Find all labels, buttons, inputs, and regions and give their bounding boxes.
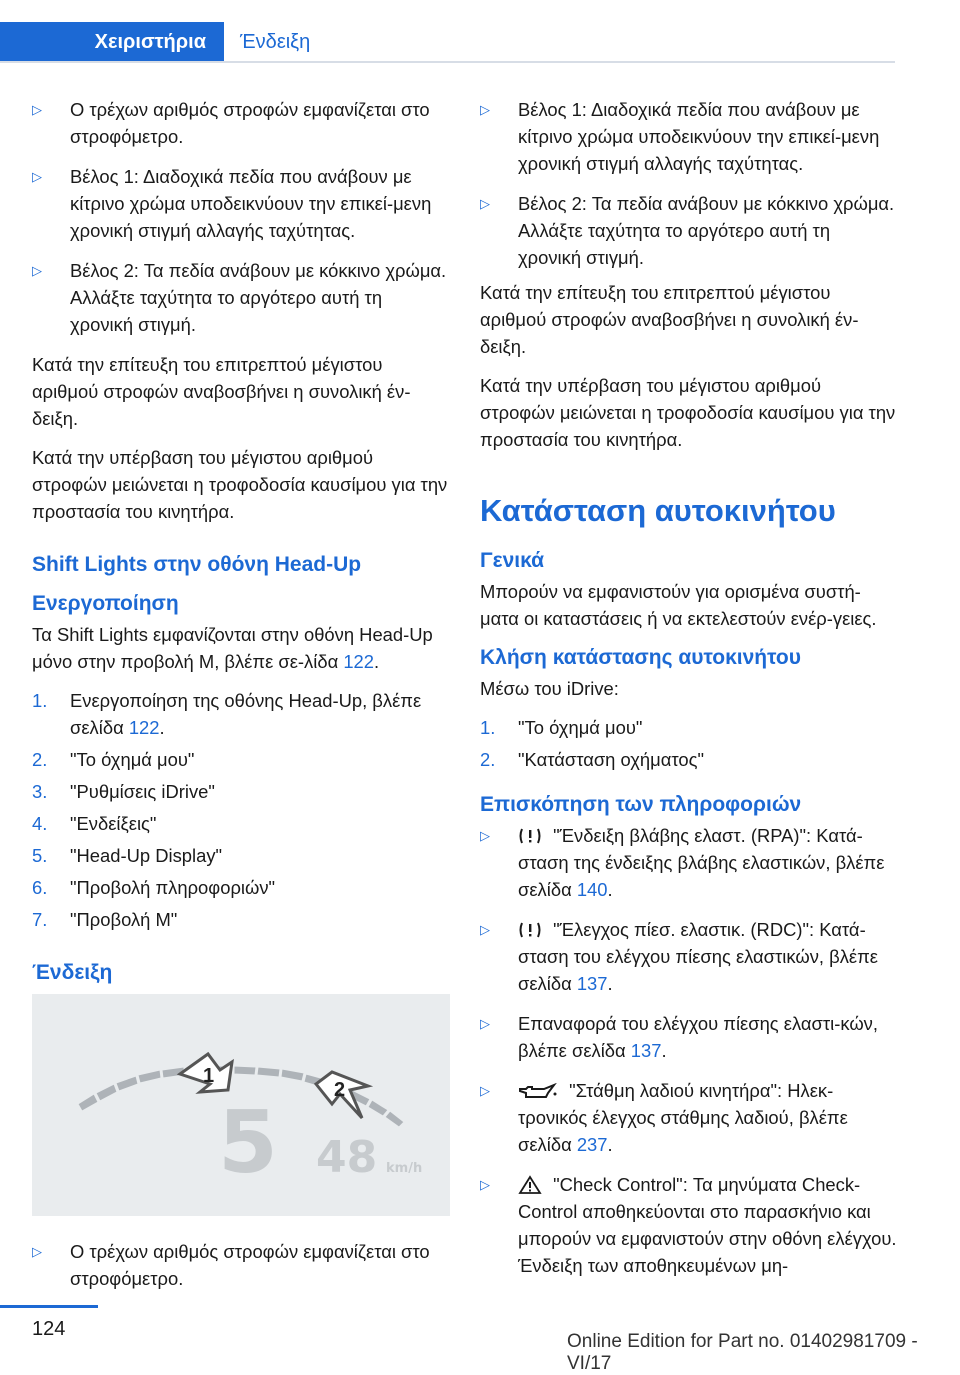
bullet-arrow-icon: ▷: [32, 102, 42, 117]
bullet-item: ▷ Βέλος 2: Τα πεδία ανάβουν με κόκκινο χρώμα. Αλλάξτε ταχύτητα το αργότερο αυτή τη χρονική στιγμή.: [32, 257, 450, 338]
header-divider: [0, 61, 895, 63]
header-tab-display[interactable]: Ένδειξη: [224, 22, 895, 62]
bullet-item: ▷ Επαναφορά του ελέγχου πίεσης ελαστι‐κών, βλέπε σελίδα 137.: [480, 1010, 898, 1064]
numbered-list: [32, 687, 450, 933]
bullet-arrow-icon: ▷: [480, 196, 490, 211]
section-heading-shift-lights: Shift Lights στην οθόνη Head-Up: [32, 553, 362, 576]
numbered-list: [480, 714, 898, 773]
shift-lights-figure: [32, 994, 450, 1216]
list-item: 6. "Προβολή πληροφοριών": [32, 877, 276, 898]
page-number: 124: [32, 1318, 66, 1340]
bullet-arrow-icon: ▷: [32, 169, 42, 184]
bullet-item: ▷ "Check Control": Τα μηνύματα Check-Control αποθηκεύονται στο παρασκήνιο και μπορούν να εμφανιστούν στην οθόνη ελέγχου. Ένδειξη των αποθηκευμένων μη‐: [480, 1171, 898, 1279]
bullet-item: ▷ "Στάθμη λαδιού κινητήρα": Ηλεκ‐τρονικός έλεγχος στάθμης λαδιού, βλέπε σελίδα 237.: [480, 1077, 898, 1158]
bullet-item: ▷ Βέλος 1: Διαδοχικά πεδία που ανάβουν με κίτρινο χρώμα υποδεικνύουν την επικεί‐μενη χρονική στιγμή αλλαγής ταχύτητας.: [480, 96, 898, 177]
list-item: 1. Ενεργοποίηση της οθόνης Head-Up, βλέπε σελίδα 122.: [32, 690, 422, 738]
left-column: [32, 96, 450, 1305]
bullet-arrow-icon: ▷: [480, 1016, 490, 1031]
list-item: 2. "Κατάσταση οχήματος": [480, 749, 704, 770]
oil-can-icon: [518, 1083, 558, 1101]
bullet-arrow-icon: ▷: [480, 1177, 490, 1192]
right-column: [480, 96, 898, 1292]
list-item: 1. "Το όχημά μου": [480, 717, 643, 738]
bullet-arrow-icon: ▷: [480, 922, 490, 937]
svg-text:1: 1: [203, 1065, 215, 1087]
page-link[interactable]: 122: [343, 651, 374, 672]
bullet-item: ▷ Βέλος 1: Διαδοχικά πεδία που ανάβουν με κίτρινο χρώμα υποδεικνύουν την επικεί‐μενη χρονική στιγμή αλλαγής ταχύτητας.: [32, 163, 450, 244]
section-heading-vehicle-status: Κατάσταση αυτοκινήτου: [480, 493, 836, 528]
paragraph: Τα Shift Lights εμφανίζονται στην οθόνη Head-Up μόνο στην προβολή M, βλέπε σε‐λίδα 122.: [32, 624, 433, 672]
paragraph: Κατά την υπέρβαση του μέγιστου αριθμού στροφών μειώνεται η τροφοδοσία καυσίμου για την προστασία του κινητήρα.: [480, 375, 896, 450]
svg-text:2: 2: [334, 1079, 346, 1101]
page-link[interactable]: 140: [576, 879, 608, 900]
page-link[interactable]: 137: [576, 973, 608, 994]
bullet-item: ▷ "Έλεγχος πίεσ. ελαστικ. (RDC)": Κατά‐σταση του ελέγχου πίεσης ελαστικών, βλέπε σελίδα 137.: [480, 916, 898, 997]
bullet-item: ▷ Βέλος 2: Τα πεδία ανάβουν με κόκκινο χρώμα. Αλλάξτε ταχύτητα το αργότερο αυτή τη χρονική στιγμή.: [480, 190, 898, 271]
bullet-item: ▷ Ο τρέχων αριθμός στροφών εμφανίζεται στο στροφόμετρο.: [32, 96, 450, 150]
gear-indicator: 5: [218, 1093, 278, 1193]
paragraph: Μέσω του iDrive:: [480, 678, 619, 699]
paragraph: Μπορούν να εμφανιστούν για ορισμένα συστή‐ματα οι καταστάσεις ή να εκτελεστούν ενέρ‐γειες.: [480, 581, 877, 629]
page-link[interactable]: 237: [576, 1134, 608, 1155]
edition-note: Online Edition for Part no. 01402981709 - VI/17: [567, 1331, 918, 1374]
subheading-call-status: Κλήση κατάστασης αυτοκινήτου: [480, 646, 801, 669]
head-up-display-illustration: [32, 994, 450, 1216]
bullet-arrow-icon: ▷: [32, 263, 42, 278]
bullet-arrow-icon: ▷: [480, 828, 490, 843]
page-link[interactable]: 122: [128, 717, 160, 738]
tire-pressure-icon: [518, 920, 542, 940]
subheading-general: Γενικά: [480, 549, 545, 572]
bullet-item: ▷ "Ένδειξη βλάβης ελαστ. (RPA)": Κατά‐σταση της ένδειξης βλάβης ελαστικών, βλέπε σελίδα 140.: [480, 822, 898, 903]
bullet-item: ▷ Ο τρέχων αριθμός στροφών εμφανίζεται στο στροφόμετρο.: [32, 1238, 450, 1292]
section-heading-display: Ένδειξη: [32, 961, 113, 984]
paragraph: Κατά την επίτευξη του επιτρεπτού μέγιστου αριθμού στροφών αναβοσβήνει η συνολική έν‐δειξη.: [480, 282, 859, 357]
paragraph: Κατά την επίτευξη του επιτρεπτού μέγιστου αριθμού στροφών αναβοσβήνει η συνολική έν‐δειξη.: [32, 354, 411, 429]
speed-unit: km/h: [386, 1161, 423, 1176]
bullet-arrow-icon: ▷: [480, 102, 490, 117]
warning-triangle-icon: [518, 1175, 542, 1195]
page-link[interactable]: 137: [630, 1040, 662, 1061]
list-item: 3. "Ρυθμίσεις iDrive": [32, 781, 215, 802]
header-tab-controls[interactable]: Χειριστήρια: [0, 22, 224, 62]
list-item: 7. "Προβολή M": [32, 909, 178, 930]
bullet-arrow-icon: ▷: [32, 1244, 42, 1259]
paragraph: Κατά την υπέρβαση του μέγιστου αριθμού στροφών μειώνεται η τροφοδοσία καυσίμου για την προστασία του κινητήρα.: [32, 447, 448, 522]
bullet-arrow-icon: ▷: [480, 1083, 490, 1098]
list-item: 5. "Head-Up Display": [32, 845, 223, 866]
footer-divider: [0, 1305, 98, 1308]
list-item: 2. "Το όχημά μου": [32, 749, 195, 770]
page-header: [0, 22, 895, 62]
speed-readout: 48: [316, 1132, 378, 1183]
subheading-overview: Επισκόπηση των πληροφοριών: [480, 793, 802, 816]
subheading-activation: Ενεργοποίηση: [32, 592, 179, 615]
list-item: 4. "Ενδείξεις": [32, 813, 157, 834]
tire-warning-icon: [518, 826, 542, 846]
